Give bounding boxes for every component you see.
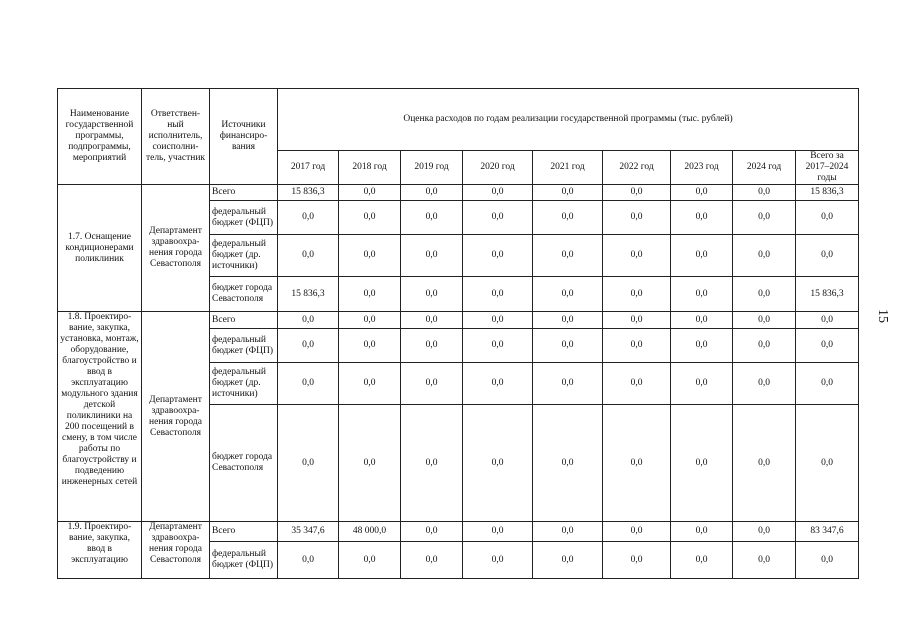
funding-source: Всего bbox=[210, 312, 278, 329]
funding-source: Всего bbox=[210, 185, 278, 201]
value-cell: 0,0 bbox=[733, 405, 796, 522]
value-cell: 0,0 bbox=[401, 363, 463, 405]
value-cell: 0,0 bbox=[533, 312, 603, 329]
value-cell: 0,0 bbox=[463, 235, 533, 277]
value-cell: 0,0 bbox=[533, 329, 603, 363]
value-cell: 0,0 bbox=[278, 405, 339, 522]
value-cell: 0,0 bbox=[463, 363, 533, 405]
value-cell: 0,0 bbox=[603, 201, 671, 235]
value-cell: 0,0 bbox=[671, 312, 733, 329]
value-cell: 0,0 bbox=[671, 363, 733, 405]
value-cell: 0,0 bbox=[533, 522, 603, 542]
funding-source: бюджет города Севастополя bbox=[210, 277, 278, 312]
value-cell: 48 000,0 bbox=[339, 522, 401, 542]
value-total-cell: 15 836,3 bbox=[796, 277, 859, 312]
value-total-cell: 0,0 bbox=[796, 363, 859, 405]
value-cell: 0,0 bbox=[339, 363, 401, 405]
header-year: 2021 год bbox=[533, 151, 603, 185]
value-cell: 0,0 bbox=[603, 329, 671, 363]
value-cell: 0,0 bbox=[278, 312, 339, 329]
funding-source: федеральный бюджет (др. источники) bbox=[210, 363, 278, 405]
value-cell: 0,0 bbox=[278, 542, 339, 579]
funding-source: бюджет города Севастополя bbox=[210, 405, 278, 522]
value-total-cell: 0,0 bbox=[796, 312, 859, 329]
header-year-total: Всего за 2017–2024 годы bbox=[796, 151, 859, 185]
value-cell: 0,0 bbox=[339, 185, 401, 201]
value-total-cell: 83 347,6 bbox=[796, 522, 859, 542]
value-cell: 15 836,3 bbox=[278, 277, 339, 312]
value-cell: 0,0 bbox=[671, 542, 733, 579]
value-cell: 0,0 bbox=[463, 522, 533, 542]
value-cell: 0,0 bbox=[339, 235, 401, 277]
value-cell: 0,0 bbox=[603, 405, 671, 522]
value-cell: 0,0 bbox=[339, 542, 401, 579]
value-cell: 0,0 bbox=[278, 201, 339, 235]
table-row bbox=[58, 185, 859, 201]
funding-source: федеральный бюджет (ФЦП) bbox=[210, 542, 278, 579]
value-cell: 0,0 bbox=[533, 277, 603, 312]
value-cell: 0,0 bbox=[339, 312, 401, 329]
funding-source: федеральный бюджет (ФЦП) bbox=[210, 201, 278, 235]
value-cell: 0,0 bbox=[733, 201, 796, 235]
value-cell: 0,0 bbox=[463, 329, 533, 363]
value-cell: 0,0 bbox=[533, 542, 603, 579]
value-cell: 0,0 bbox=[671, 522, 733, 542]
funding-source: федеральный бюджет (ФЦП) bbox=[210, 329, 278, 363]
measure-name: 1.9. Проектиро-вание, закупка, ввод в эксплуатацию bbox=[58, 522, 142, 579]
value-cell: 0,0 bbox=[278, 363, 339, 405]
page-number: 15 bbox=[875, 309, 890, 323]
value-cell: 0,0 bbox=[533, 185, 603, 201]
value-cell: 0,0 bbox=[401, 522, 463, 542]
measure-executor: Департамент здравоохра-нения города Севастополя bbox=[142, 185, 210, 312]
value-total-cell: 0,0 bbox=[796, 329, 859, 363]
value-cell: 0,0 bbox=[671, 185, 733, 201]
value-total-cell: 0,0 bbox=[796, 235, 859, 277]
value-cell: 0,0 bbox=[463, 542, 533, 579]
value-cell: 0,0 bbox=[733, 522, 796, 542]
value-cell: 0,0 bbox=[671, 235, 733, 277]
value-cell: 0,0 bbox=[733, 235, 796, 277]
value-cell: 0,0 bbox=[339, 277, 401, 312]
value-cell: 35 347,6 bbox=[278, 522, 339, 542]
value-cell: 0,0 bbox=[733, 277, 796, 312]
value-cell: 0,0 bbox=[533, 405, 603, 522]
value-cell: 0,0 bbox=[401, 201, 463, 235]
measure-name: 1.8. Проектиро-вание, закупка, установка, монтаж, оборудование, благоустройство и ввод в эксплуатацию модульного здания детской поликлиники на 200 посещений в смену, в том числе работы по благоустройству и подведению инженерных сетей bbox=[58, 312, 142, 522]
value-cell: 0,0 bbox=[603, 185, 671, 201]
value-cell: 0,0 bbox=[401, 185, 463, 201]
value-cell: 0,0 bbox=[671, 201, 733, 235]
header-year: 2024 год bbox=[733, 151, 796, 185]
header-name: Наименование государственной программы, подпрограммы, мероприятий bbox=[58, 89, 142, 185]
value-cell: 0,0 bbox=[463, 201, 533, 235]
value-cell: 0,0 bbox=[339, 405, 401, 522]
header-year: 2018 год bbox=[339, 151, 401, 185]
value-cell: 0,0 bbox=[339, 329, 401, 363]
measure-name: 1.7. Оснащение кондиционерами поликлиник bbox=[58, 185, 142, 312]
value-cell: 0,0 bbox=[401, 235, 463, 277]
header-estimate: Оценка расходов по годам реализации государственной программы (тыс. рублей) bbox=[278, 89, 859, 151]
value-cell: 0,0 bbox=[603, 312, 671, 329]
value-cell: 0,0 bbox=[533, 235, 603, 277]
value-cell: 0,0 bbox=[401, 329, 463, 363]
measure-executor: Департамент здравоохра-нения города Севастополя bbox=[142, 312, 210, 522]
table-row bbox=[58, 312, 859, 329]
value-cell: 0,0 bbox=[671, 405, 733, 522]
value-cell: 0,0 bbox=[533, 363, 603, 405]
budget-body bbox=[58, 185, 859, 579]
value-cell: 0,0 bbox=[278, 235, 339, 277]
value-cell: 0,0 bbox=[533, 201, 603, 235]
budget-table bbox=[57, 88, 859, 579]
value-cell: 0,0 bbox=[603, 522, 671, 542]
value-total-cell: 0,0 bbox=[796, 542, 859, 579]
measure-executor: Департамент здравоохра-нения города Севастополя bbox=[142, 522, 210, 579]
value-cell: 0,0 bbox=[733, 185, 796, 201]
value-cell: 15 836,3 bbox=[278, 185, 339, 201]
value-cell: 0,0 bbox=[603, 542, 671, 579]
funding-source: федеральный бюджет (др. источники) bbox=[210, 235, 278, 277]
value-total-cell: 0,0 bbox=[796, 405, 859, 522]
funding-source: Всего bbox=[210, 522, 278, 542]
value-cell: 0,0 bbox=[463, 405, 533, 522]
value-cell: 0,0 bbox=[733, 542, 796, 579]
header-year: 2017 год bbox=[278, 151, 339, 185]
value-cell: 0,0 bbox=[733, 312, 796, 329]
value-cell: 0,0 bbox=[603, 363, 671, 405]
value-cell: 0,0 bbox=[401, 277, 463, 312]
value-cell: 0,0 bbox=[463, 312, 533, 329]
value-cell: 0,0 bbox=[603, 277, 671, 312]
header-year: 2023 год bbox=[671, 151, 733, 185]
value-cell: 0,0 bbox=[278, 329, 339, 363]
value-cell: 0,0 bbox=[671, 329, 733, 363]
value-cell: 0,0 bbox=[671, 277, 733, 312]
value-cell: 0,0 bbox=[463, 185, 533, 201]
value-total-cell: 0,0 bbox=[796, 201, 859, 235]
header-year: 2022 год bbox=[603, 151, 671, 185]
value-cell: 0,0 bbox=[733, 329, 796, 363]
value-cell: 0,0 bbox=[733, 363, 796, 405]
header-sources: Источники финансиро-вания bbox=[210, 89, 278, 185]
table-row bbox=[58, 522, 859, 542]
value-cell: 0,0 bbox=[603, 235, 671, 277]
value-total-cell: 15 836,3 bbox=[796, 185, 859, 201]
header-year: 2019 год bbox=[401, 151, 463, 185]
value-cell: 0,0 bbox=[339, 201, 401, 235]
header-executor: Ответствен-ный исполнитель, соисполни-тель, участник bbox=[142, 89, 210, 185]
value-cell: 0,0 bbox=[401, 312, 463, 329]
value-cell: 0,0 bbox=[463, 277, 533, 312]
value-cell: 0,0 bbox=[401, 405, 463, 522]
value-cell: 0,0 bbox=[401, 542, 463, 579]
header-year: 2020 год bbox=[463, 151, 533, 185]
